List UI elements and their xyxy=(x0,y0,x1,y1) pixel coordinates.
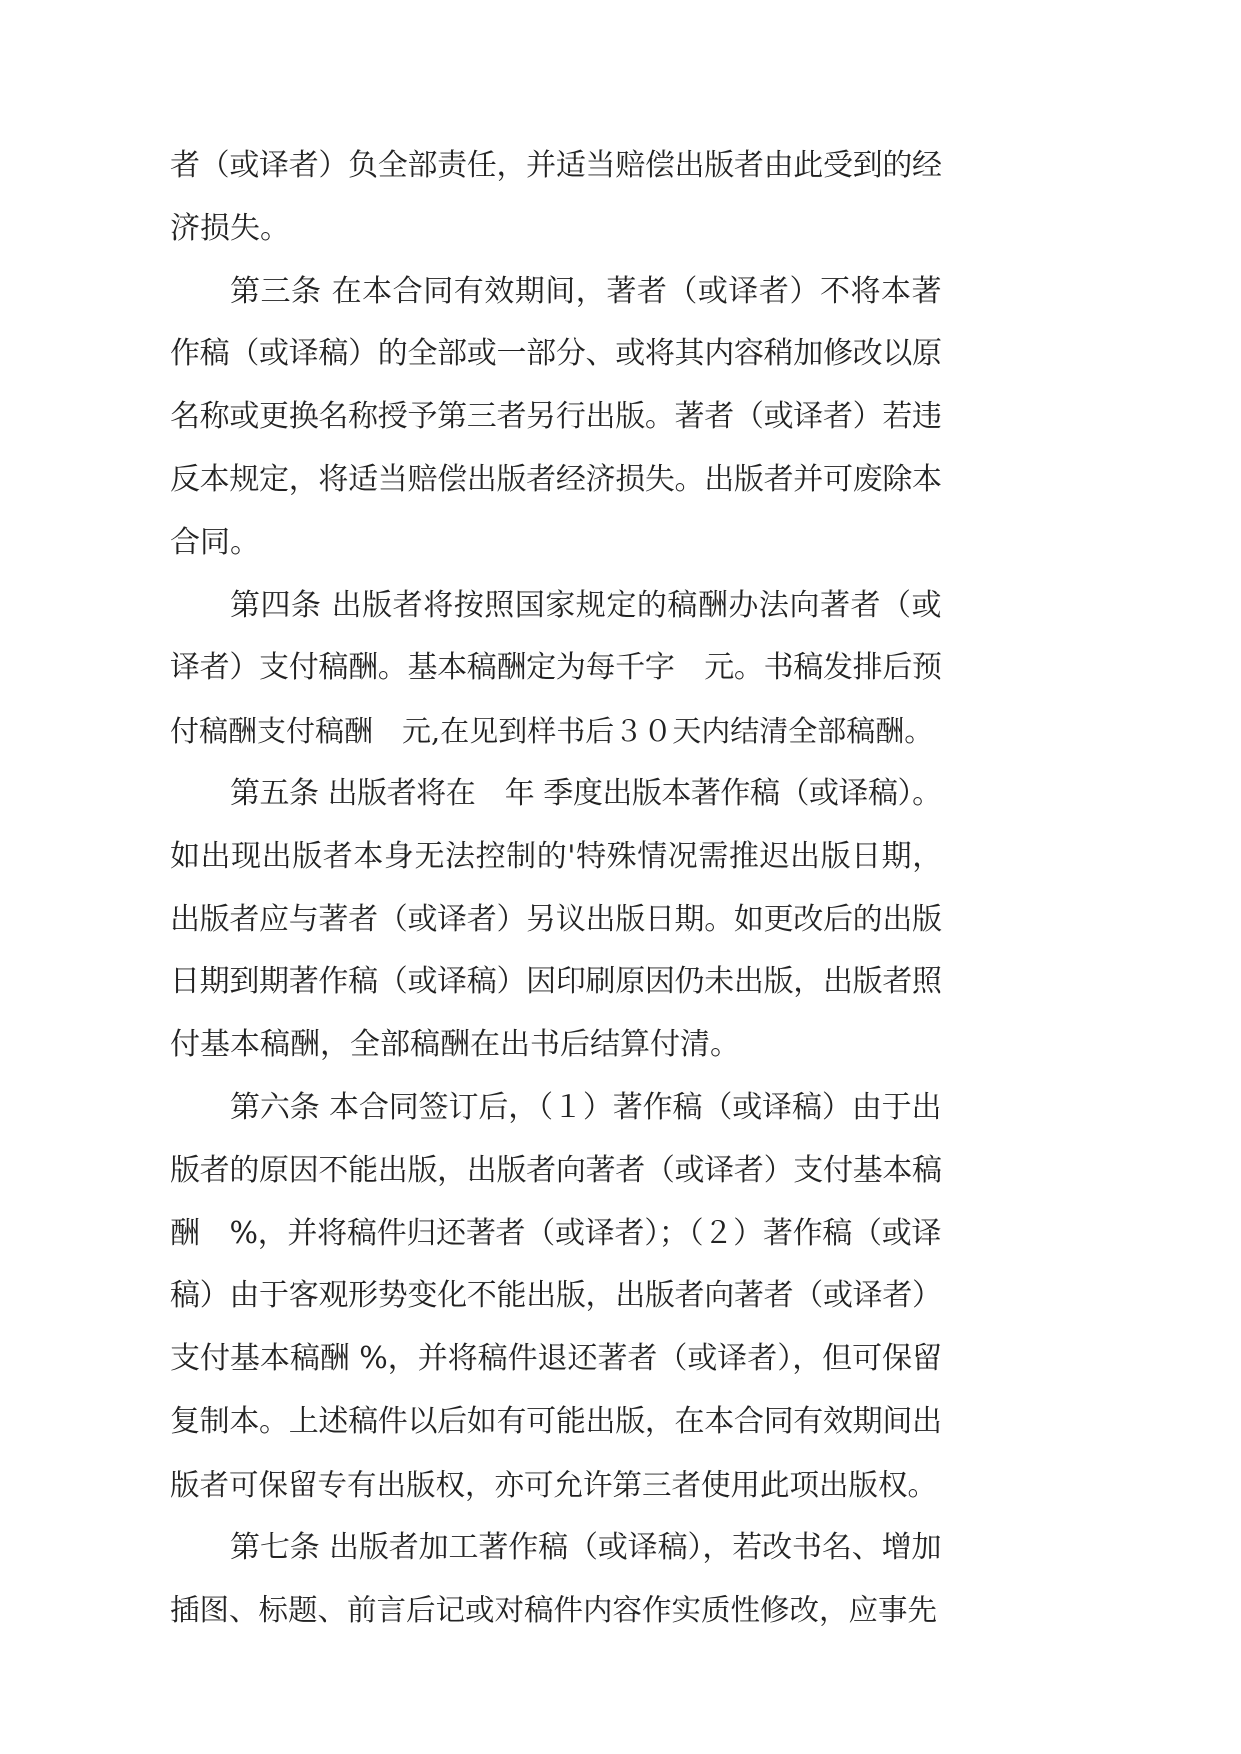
text-line: 第六条 本合同签订后，（１）著作稿（或译稿）由于出 xyxy=(230,1090,942,1125)
text-line: 复制本。上述稿件以后如有可能出版，在本合同有效期间出 xyxy=(170,1404,942,1439)
text-line: 付稿酬支付稿酬 元,在见到样书后３０天内结清全部稿酬。 xyxy=(170,714,934,749)
text-line: 济损失。 xyxy=(170,210,290,246)
text-line: 版者可保留专有出版权，亦可允许第三者使用此项出版权。 xyxy=(170,1467,938,1502)
text-line: 作稿（或译稿）的全部或一部分、或将其内容稍加修改以原 xyxy=(170,336,942,372)
text-line: 如出现出版者本身无法控制的'特殊情况需推迟出版日期， xyxy=(170,838,943,874)
text-line: 版者的原因不能出版，出版者向著者（或译者）支付基本稿 xyxy=(170,1152,942,1188)
text-line: 第四条 出版者将按照国家规定的稿酬办法向著者（或 xyxy=(230,587,943,623)
text-line: 者（或译者）负全部责任，并适当赔偿出版者由此受到的经 xyxy=(170,148,942,183)
text-line: 稿）由于客观形势变化不能出版，出版者向著者（或译者） xyxy=(170,1278,942,1314)
text-line: 支付基本稿酬 %，并将稿件退还著者（或译者），但可保留 xyxy=(170,1341,943,1377)
text-line: 名称或更换名称授予第三者另行出版。著者（或译者）若违 xyxy=(170,399,942,435)
text-line: 第三条 在本合同有效期间，著者（或译者）不将本著 xyxy=(230,273,943,309)
text-line: 酬 %，并将稿件归还著者（或译者）；（２）著作稿（或译 xyxy=(170,1215,942,1251)
text-line: 第七条 出版者加工著作稿（或译稿），若改书名、增加 xyxy=(230,1529,942,1565)
text-line: 插图、标题、前言后记或对稿件内容作实质性修改，应事先 xyxy=(170,1593,938,1628)
text-line: 付基本稿酬，全部稿酬在出书后结算付清。 xyxy=(170,1027,740,1063)
text-line: 反本规定，将适当赔偿出版者经济损失。出版者并可废除本 xyxy=(170,462,942,497)
text-line: 出版者应与著者（或译者）另议出版日期。如更改后的出版 xyxy=(170,901,942,937)
text-line: 日期到期著作稿（或译稿）因印刷原因仍未出版，出版者照 xyxy=(170,964,942,1000)
text-line: 第五条 出版者将在 年 季度出版本著作稿（或译稿）。 xyxy=(230,776,942,811)
text-line: 合同。 xyxy=(170,524,260,560)
text-line: 译者）支付稿酬。基本稿酬定为每千字 元。书稿发排后预 xyxy=(170,650,942,686)
